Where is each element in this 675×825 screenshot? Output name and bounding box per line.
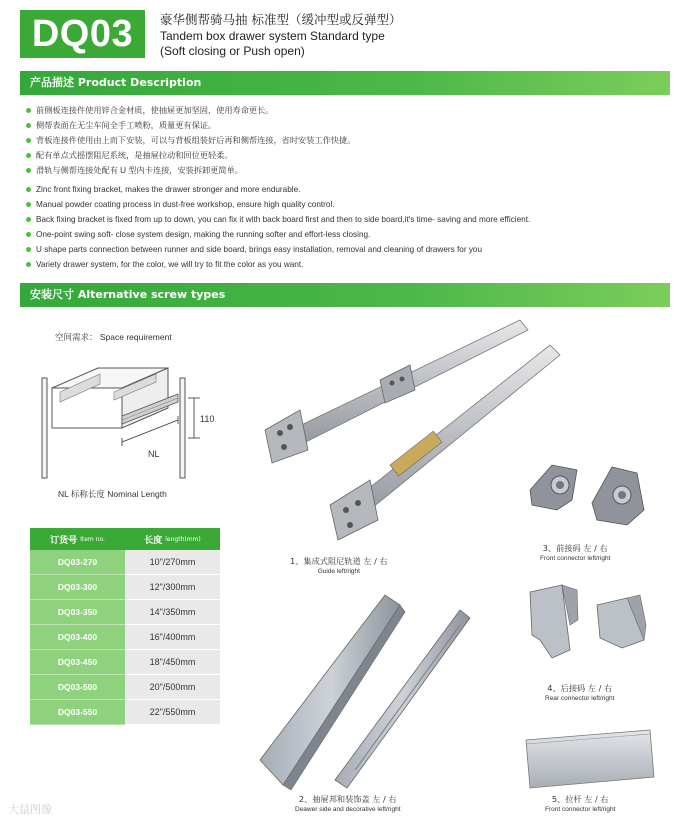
part-caption: 2、抽屉邦和装饰盖 左 / 右 Deawer side and decorative left/right: [295, 794, 401, 813]
table-row: DQ03-400 16"/400mm: [30, 625, 220, 650]
item-length-table: [30, 528, 220, 725]
bullet-item: 前侧板连接件使用锌合金材质，使抽屉更加坚固，使用寿命更长。: [26, 103, 646, 118]
table-header: [30, 528, 220, 550]
title-chinese: 豪华侧帮骑马抽 标准型（缓冲型或反弹型）: [160, 12, 402, 27]
section-screw-types: 安装尺寸 Alternative screw types: [20, 283, 670, 307]
bullet-list-english: [26, 182, 646, 272]
bullet-item: Manual powder coating process in dust-free workshop, ensure high quality control.: [26, 197, 646, 212]
bullet-item: 背板连接件使用由上而下安装，可以与背板组装好后再和侧帮连接，省时安装工作快捷。: [26, 133, 646, 148]
space-requirement-label: 空间需求： Space requirement: [55, 332, 172, 342]
bullet-item: 侧帮表面在无尘车间全手工喷粉，质量更有保证。: [26, 118, 646, 133]
title-english-subtitle: (Soft closing or Push open): [160, 44, 305, 58]
bullet-item: Back fixing bracket is fixed from up to down, you can fix it with back board first and then to side board,it's time- saving and more efficient.: [26, 212, 646, 227]
table-row: DQ03-500 20"/500mm: [30, 675, 220, 700]
model-code-badge: DQ03: [20, 10, 145, 58]
nominal-length-caption: NL 标称长度 Nominal Length: [58, 489, 167, 499]
column-header-item: 订货号 Item no.: [50, 535, 105, 546]
bullet-item: 配有单点式摇摆阻尼系统，是抽屉拉动和回位更轻柔。: [26, 148, 646, 163]
table-row: DQ03-300 12"/300mm: [30, 575, 220, 600]
part-caption: 1、集成式阻尼轨道 左 / 右 Guide left/right: [290, 556, 388, 575]
part-caption: 5、拉杆 左 / 右 Front connector left/right: [545, 794, 616, 813]
rear-connector-image: [522, 580, 652, 670]
part-caption: 4、后接码 左 / 右 Rear connector left/right: [545, 683, 615, 702]
height-dimension-label: 110: [200, 414, 215, 424]
bullet-item: Variety drawer system, for the color, we will try to fit the color as you want.: [26, 257, 646, 272]
front-connector-image: [522, 455, 652, 530]
watermark-text: 大鼠图像: [8, 803, 52, 816]
section-product-description: 产品描述 Product Description: [20, 71, 670, 95]
pull-rod-image: [522, 722, 657, 792]
guide-rail-image: [250, 315, 520, 545]
nl-dimension-label: NL: [148, 449, 160, 459]
table-row: DQ03-450 18"/450mm: [30, 650, 220, 675]
bullet-list-chinese: [26, 103, 646, 178]
drawer-space-diagram: [38, 350, 218, 485]
part-caption: 3、前接码 左 / 右 Front connector left/right: [540, 543, 611, 562]
table-row: DQ03-350 14"/350mm: [30, 600, 220, 625]
title-english: Tandem box drawer system Standard type: [160, 29, 385, 43]
bullet-item: 滑轨与侧帮连接处配有 U 型内卡连接，安装拆卸更简单。: [26, 163, 646, 178]
bullet-item: One-point swing soft- close system design, making the running softer and effort-less closing.: [26, 227, 646, 242]
page-header: [20, 10, 660, 60]
bullet-item: Zinc front fixing bracket, makes the drawer stronger and more endurable.: [26, 182, 646, 197]
drawer-side-image: [255, 590, 505, 790]
column-header-length: 长度 length(mm): [144, 535, 201, 546]
bullet-item: U shape parts connection between runner and side board, brings easy installation, removal and cleaning of drawers for you: [26, 242, 646, 257]
table-row: DQ03-270 10"/270mm: [30, 550, 220, 575]
table-row: DQ03-550 22"/550mm: [30, 700, 220, 725]
